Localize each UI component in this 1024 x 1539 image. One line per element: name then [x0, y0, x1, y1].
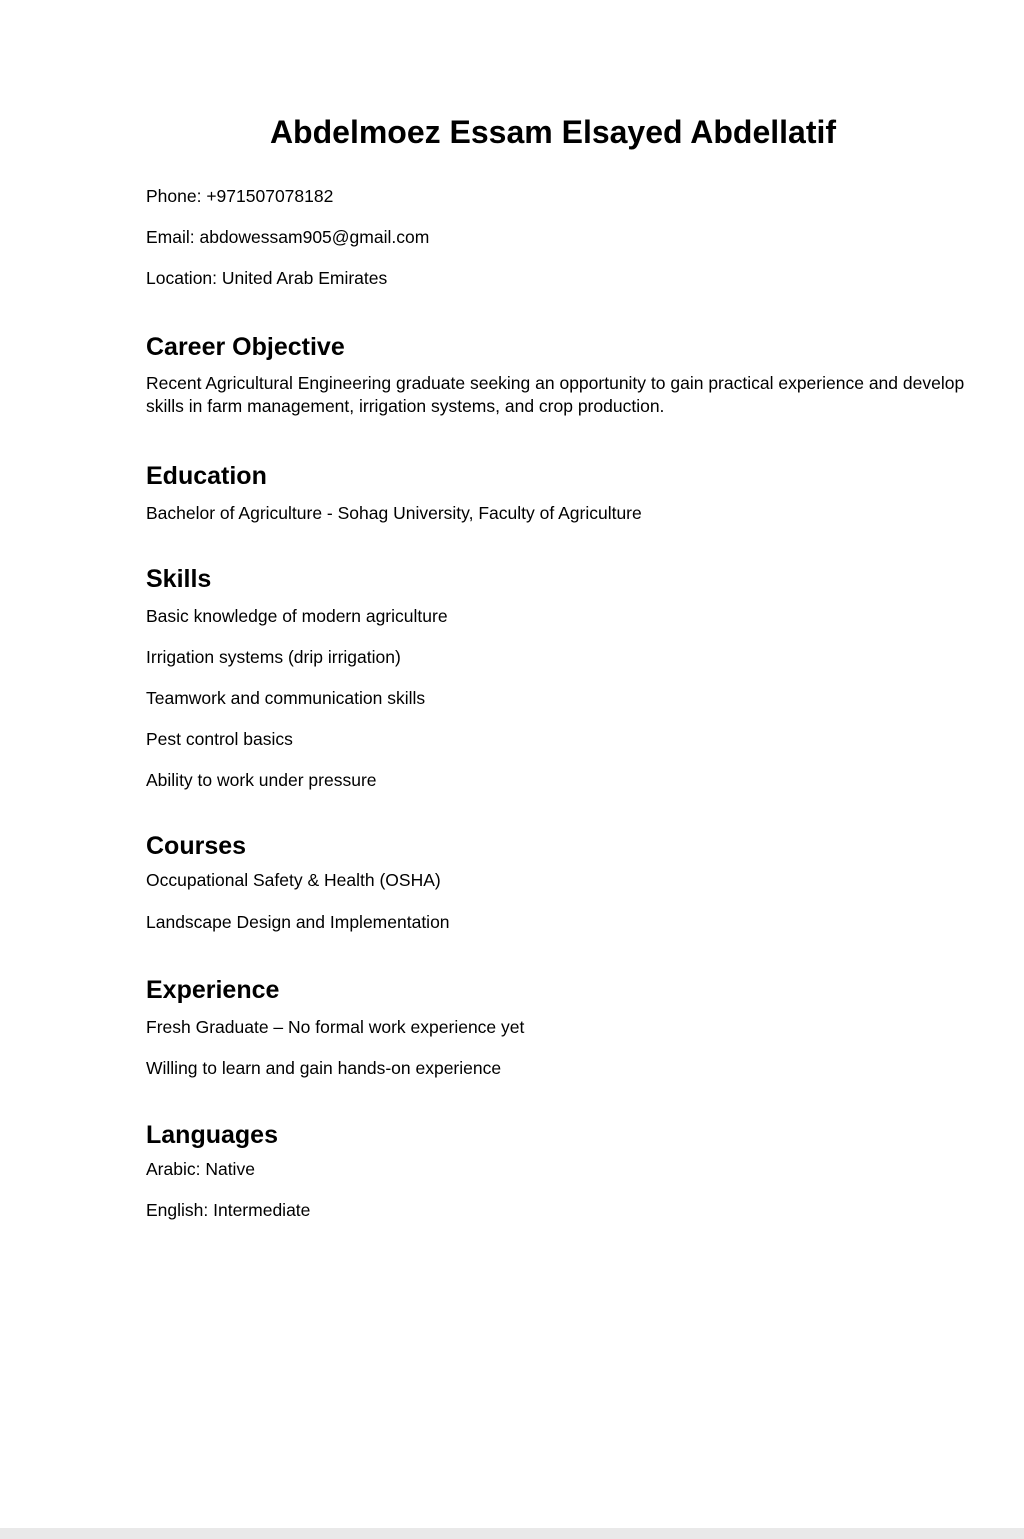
- section-heading-experience: Experience: [146, 976, 280, 1004]
- career-objective-text: Recent Agricultural Engineering graduate seeking an opportunity to gain practical experience and develop skills in farm management, irrigation systems, and crop production.: [146, 373, 965, 416]
- contact-block: [146, 184, 966, 290]
- list-item: Willing to learn and gain hands-on experience: [146, 1058, 502, 1078]
- skills-section: [146, 563, 966, 792]
- section-heading-languages: Languages: [146, 1121, 278, 1149]
- section-heading-career-objective: Career Objective: [146, 333, 345, 361]
- education-section: [146, 460, 966, 525]
- list-item: Bachelor of Agriculture - Sohag University, Faculty of Agriculture: [146, 503, 642, 523]
- list-item: Teamwork and communication skills: [146, 688, 426, 708]
- viewer-bottom-edge: [0, 1528, 1024, 1539]
- section-heading-education: Education: [146, 462, 267, 490]
- list-item: English: Intermediate: [146, 1200, 311, 1220]
- contact-location: Location: United Arab Emirates: [146, 268, 388, 288]
- languages-section: [146, 1119, 966, 1222]
- section-heading-skills: Skills: [146, 565, 212, 593]
- courses-section: [146, 830, 966, 934]
- contact-phone: Phone: +971507078182: [146, 186, 334, 206]
- section-heading-courses: Courses: [146, 832, 247, 860]
- list-item: Irrigation systems (drip irrigation): [146, 647, 401, 667]
- list-item: Ability to work under pressure: [146, 770, 377, 790]
- list-item: Basic knowledge of modern agriculture: [146, 606, 448, 626]
- page-title: Abdelmoez Essam Elsayed Abdellatif: [269, 114, 837, 150]
- contact-email: Email: abdowessam905@gmail.com: [146, 227, 430, 247]
- list-item: Fresh Graduate – No formal work experience yet: [146, 1017, 525, 1037]
- experience-section: [146, 974, 966, 1080]
- list-item: Landscape Design and Implementation: [146, 912, 450, 932]
- list-item: Occupational Safety & Health (OSHA): [146, 870, 441, 890]
- resume-content: [146, 184, 966, 1239]
- career-objective-section: [146, 331, 966, 418]
- list-item: Arabic: Native: [146, 1159, 255, 1179]
- list-item: Pest control basics: [146, 729, 293, 749]
